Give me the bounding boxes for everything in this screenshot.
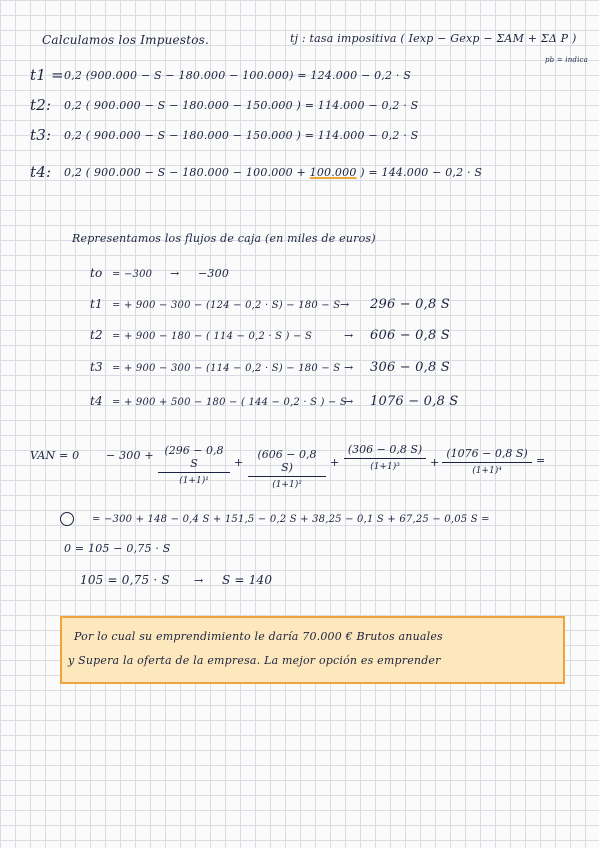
arrow-icon: → [340, 298, 350, 311]
tax-label-t3: t3: [30, 126, 52, 144]
cashflow-result-t3: 306 − 0,8 S [370, 360, 450, 375]
tax-expr-t2: 0,2 ( 900.000 − S − 180.000 − 150.000 ) = 114.000 − 0,2 · S [64, 99, 419, 112]
van-fraction-3-den: (1+1)³ [370, 462, 400, 472]
tax-expr-t1: 0,2 (900.000 − S − 180.000 − 100.000) = 124.000 − 0,2 · S [64, 69, 412, 82]
zero-circle-icon [60, 512, 74, 526]
van-label: VAN = 0 [30, 449, 80, 462]
tax-expr-t4-main: 0,2 ( 900.000 − S − 180.000 − 100.000 + [64, 166, 306, 179]
arrow-icon: → [344, 361, 354, 374]
cashflow-label-t4: t4 [90, 394, 103, 408]
solution-line-1: = −300 + 148 − 0,4 S + 151,5 − 0,2 S + 38,25 − 0,1 S + 67,25 − 0,05 S = [92, 514, 490, 525]
van-fraction-4-num: (1076 − 0,8 S) [442, 447, 532, 463]
formula-note: pb = indica [545, 56, 589, 64]
van-fraction-1-num: (296 − 0,8 S [158, 444, 230, 473]
van-fraction-1-den: (1+1)¹ [179, 476, 209, 486]
van-plus: + [430, 456, 440, 469]
cashflow-title: Representamos los flujos de caja (en miles de euros) [72, 232, 376, 245]
van-fraction-3 [344, 443, 426, 472]
cashflow-expr-t4: = + 900 + 500 − 180 − ( 144 − 0,2 · S ) − S [112, 397, 348, 408]
conclusion-line-2: y Supera la oferta de la empresa. La mejor opción es emprender [68, 654, 441, 667]
van-fraction-1 [158, 444, 230, 486]
tax-expr-t4 [64, 166, 482, 179]
van-fraction-2 [248, 448, 326, 490]
cashflow-label-t2: t2 [90, 328, 103, 342]
conclusion-line-1: Por lo cual su emprendimiento le daría 70.000 € Brutos anuales [74, 630, 443, 643]
tax-label-t1: t1 = [30, 66, 64, 84]
van-fraction-2-num: (606 − 0,8 S) [248, 448, 326, 477]
solution-line-2: 0 = 105 − 0,75 · S [64, 542, 171, 555]
van-plus: + [234, 456, 244, 469]
van-fraction-4 [442, 447, 532, 476]
van-plus: + [330, 456, 340, 469]
arrow-icon: → [194, 574, 204, 587]
cashflow-result-t2: 606 − 0,8 S [370, 328, 450, 343]
van-fraction-2-den: (1+1)² [272, 480, 302, 490]
arrow-icon: → [344, 395, 354, 408]
cashflow-label-t0: to [90, 266, 103, 280]
tax-expr-t4-tail: ) = 144.000 − 0,2 · S [360, 166, 483, 179]
cashflow-expr-t1: = + 900 − 300 − (124 − 0,2 · S) − 180 − S [112, 300, 341, 311]
solution-result: S = 140 [222, 573, 273, 587]
van-lead: − 300 + [106, 449, 154, 462]
cashflow-result-t4: 1076 − 0,8 S [370, 394, 459, 409]
tax-label-t2: t2: [30, 96, 52, 114]
arrow-icon: → [344, 329, 354, 342]
arrow-icon: → [170, 267, 180, 280]
tax-rate-formula: tj : tasa impositiva ( Iexp − Gexp − ΣAM + ΣΔ P ) [290, 32, 577, 45]
cashflow-expr-t3: = + 900 − 300 − (114 − 0,2 · S) − 180 − S [112, 363, 341, 374]
cashflow-result-t0: −300 [198, 267, 230, 280]
cashflow-expr-t2: = + 900 − 180 − ( 114 − 0,2 · S ) − S [112, 331, 313, 342]
tax-expr-t3: 0,2 ( 900.000 − S − 180.000 − 150.000 ) = 114.000 − 0,2 · S [64, 129, 419, 142]
conclusion-box [60, 616, 565, 684]
cashflow-result-t1: 296 − 0,8 S [370, 297, 450, 312]
van-fraction-4-den: (1+1)⁴ [472, 466, 502, 476]
van-end: = [536, 454, 546, 467]
solution-line-3: 105 = 0,75 · S [80, 573, 170, 587]
van-fraction-3-num: (306 − 0,8 S) [344, 443, 426, 459]
cashflow-label-t1: t1 [90, 297, 103, 311]
cashflow-expr-t0: = −300 [112, 269, 153, 280]
tax-label-t4: t4: [30, 163, 52, 181]
page-title: Calculamos los Impuestos. [42, 33, 210, 47]
tax-expr-t4-highlight: 100.000 [309, 166, 357, 179]
cashflow-label-t3: t3 [90, 360, 103, 374]
